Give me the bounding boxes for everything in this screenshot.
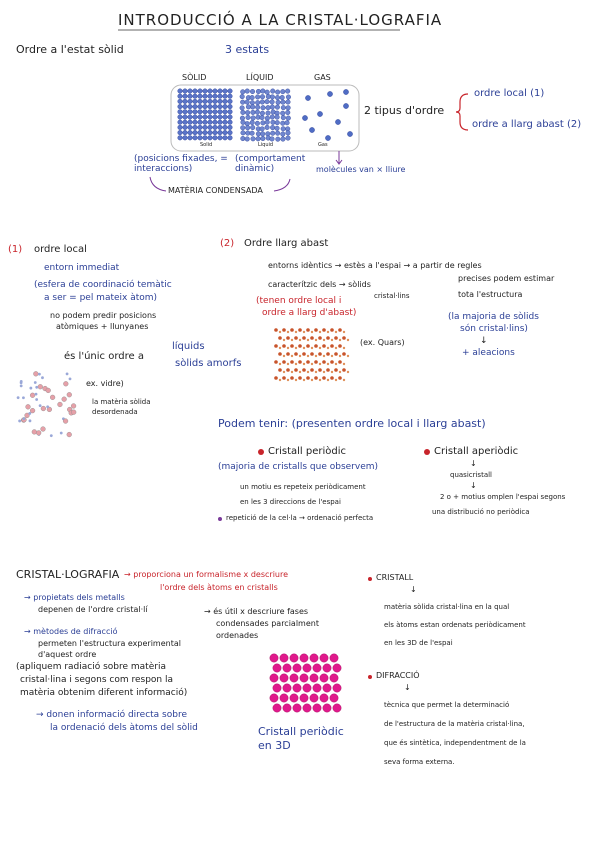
apply-line-2: cristal·lina i segons com respon la bbox=[20, 675, 173, 685]
aperiodic-arrow-2: ↓ bbox=[470, 481, 477, 490]
state-label-solid: SÒLID bbox=[182, 73, 207, 82]
state-label-gas: GAS bbox=[314, 73, 331, 82]
periodic-bullet bbox=[258, 449, 264, 455]
long-characteristic-2: cristal·lins bbox=[374, 292, 410, 300]
long-most: (la majoria de sòlids bbox=[448, 312, 539, 322]
condensed-arrows bbox=[140, 175, 300, 205]
long-order-number: (2) bbox=[220, 238, 235, 249]
useful-line-2: condensades parcialment bbox=[216, 619, 319, 628]
local-note-1: la matèria sòlida bbox=[92, 398, 151, 406]
diff-line-1: → mètodes de difracció bbox=[24, 627, 118, 636]
long-most-2: són cristal·lins) bbox=[460, 324, 528, 334]
crystallography-def: → proporciona un formalisme x descriure bbox=[124, 570, 289, 579]
cristall-bullet bbox=[368, 577, 372, 581]
page-title: INTRODUCCIÓ A LA CRISTAL·LOGRAFIA bbox=[118, 11, 443, 29]
order-long-item: ordre a llarg abast (2) bbox=[472, 119, 582, 130]
periodic-desc-3: repetició de la cel·la → ordenació perfecta bbox=[226, 514, 374, 522]
difraccio-desc-2: de l'estructura de la matèria cristal·lina, bbox=[384, 720, 525, 728]
periodic-desc-2: en les 3 direccions de l'espai bbox=[240, 498, 341, 506]
order-local-item: ordre local (1) bbox=[474, 88, 545, 99]
panel-caption-gas: Gas bbox=[318, 142, 328, 148]
cristall-desc-3: en les 3D de l'espai bbox=[384, 639, 453, 647]
long-have: (tenen ordre local i bbox=[256, 296, 342, 306]
local-sphere: (esfera de coordinació temàtic bbox=[34, 280, 172, 290]
local-amorphous: sòlids amorfs bbox=[175, 358, 242, 369]
difraccio-arrow: ↓ bbox=[404, 683, 411, 692]
states-heading: 3 estats bbox=[225, 43, 270, 56]
periodic-desc-bullet bbox=[218, 517, 222, 521]
diff-line-3: d'aquest ordre bbox=[38, 650, 97, 659]
crystallography-def-2: l'ordre dels àtoms en cristalls bbox=[160, 583, 278, 592]
long-line-1: entorns idèntics → estès a l'espai → a partir de regles bbox=[268, 261, 482, 270]
props-line-1: → propietats dels metalls bbox=[24, 593, 125, 602]
local-example: ex. vidre) bbox=[86, 379, 124, 388]
local-note-2: desordenada bbox=[92, 408, 138, 416]
periodic-note: (majoria de cristalls que observem) bbox=[218, 462, 379, 472]
title-underline bbox=[0, 0, 600, 40]
local-no-predict: no podem predir posicions bbox=[50, 311, 157, 320]
crystal-3d-label: Cristall periòdic bbox=[258, 725, 344, 738]
local-order-title: ordre local bbox=[34, 244, 87, 255]
aperiodic-crystal: Cristall aperiòdic bbox=[434, 446, 519, 457]
quartz-structure-figure bbox=[272, 326, 352, 386]
long-example: (ex. Quars) bbox=[360, 338, 405, 347]
periodic-3d-crystal-figure bbox=[266, 650, 346, 720]
local-no-predict-2: atòmiques + llunyanes bbox=[56, 322, 149, 331]
cristall-arrow: ↓ bbox=[410, 585, 417, 594]
long-characteristic: caracterítzic dels → sòlids bbox=[268, 280, 371, 289]
crystal-3d-label-2: en 3D bbox=[258, 739, 291, 752]
aperiodic-desc-2: una distribució no periòdica bbox=[432, 508, 530, 516]
long-arrow: ↓ bbox=[480, 336, 488, 346]
difraccio-bullet bbox=[368, 675, 372, 679]
cristall-desc-1: matèria sòlida cristal·lina en la qual bbox=[384, 603, 510, 611]
aperiodic-arrow: ↓ bbox=[470, 459, 477, 468]
gas-note: molècules van × lliure bbox=[316, 165, 406, 174]
give-line-2: la ordenació dels àtoms del sòlid bbox=[50, 723, 198, 733]
cristall-desc-2: els àtoms estan ordenats periòdicament bbox=[384, 621, 526, 629]
cristall-title: CRISTALL bbox=[376, 573, 414, 582]
local-sphere-2: a ser = pel mateix àtom) bbox=[44, 293, 158, 303]
aperiodic-desc-1: 2 o + motius omplen l'espai segons bbox=[440, 493, 566, 501]
apply-line-3: matèria obtenim diferent informació) bbox=[20, 688, 188, 698]
local-only-order: és l'únic ordre a bbox=[64, 351, 144, 362]
periodic-desc-1: un motiu es repeteix periòdicament bbox=[240, 483, 366, 491]
give-line-1: → donen informació directa sobre bbox=[36, 710, 188, 720]
order-types-brace bbox=[454, 92, 474, 132]
crystallography-heading: CRISTAL·LOGRAFIA bbox=[16, 568, 120, 581]
difraccio-desc-4: seva forma externa. bbox=[384, 758, 455, 766]
panel-caption-solid: Solid bbox=[200, 142, 213, 148]
aperiodic-quasi: quasicristall bbox=[450, 471, 493, 479]
local-liquids: líquids bbox=[172, 341, 205, 352]
long-order-title: Ordre llarg abast bbox=[244, 238, 329, 249]
long-have-2: ordre a llarg d'abast) bbox=[262, 308, 357, 318]
panel-caption-liquid: Liquid bbox=[258, 142, 274, 148]
long-line-1c: tota l'estructura bbox=[458, 290, 523, 299]
useful-line-1: → és útil x descriure fases bbox=[204, 607, 309, 616]
gas-arrow bbox=[334, 150, 344, 166]
difraccio-desc-3: que és sintètica, independentment de la bbox=[384, 739, 526, 747]
local-order-number: (1) bbox=[8, 244, 23, 255]
glass-structure-figure bbox=[12, 368, 82, 443]
matter-condensed-label: MATÈRIA CONDENSADA bbox=[168, 186, 263, 195]
solid-note: (posicions fixades, = interaccions) bbox=[134, 154, 228, 174]
long-line-1b: precises podem estimar bbox=[458, 274, 555, 283]
liquid-note: (comportament dinàmic) bbox=[235, 154, 306, 174]
useful-line-3: ordenades bbox=[216, 631, 259, 640]
diff-line-2: permeten l'estructura experimental bbox=[38, 639, 181, 648]
difraccio-desc-1: tècnica que permet la determinació bbox=[384, 701, 510, 709]
periodic-crystal: Cristall periòdic bbox=[268, 446, 346, 457]
state-label-liquid: LÍQUID bbox=[246, 73, 274, 82]
aperiodic-bullet bbox=[424, 449, 430, 455]
local-env: entorn immediat bbox=[44, 263, 120, 273]
long-alloys: + aleacions bbox=[462, 348, 515, 358]
order-types-label: 2 tipus d'ordre bbox=[364, 104, 445, 117]
section-heading-solid-order: Ordre a l'estat sòlid bbox=[16, 43, 124, 56]
apply-line-1: (apliquem radiació sobre matèria bbox=[16, 662, 166, 672]
difraccio-title: DIFRACCIÓ bbox=[376, 671, 420, 680]
props-line-2: depenen de l'ordre cristal·lí bbox=[38, 605, 148, 614]
can-have-heading: Podem tenir: (presenten ordre local i llarg abast) bbox=[218, 417, 486, 430]
